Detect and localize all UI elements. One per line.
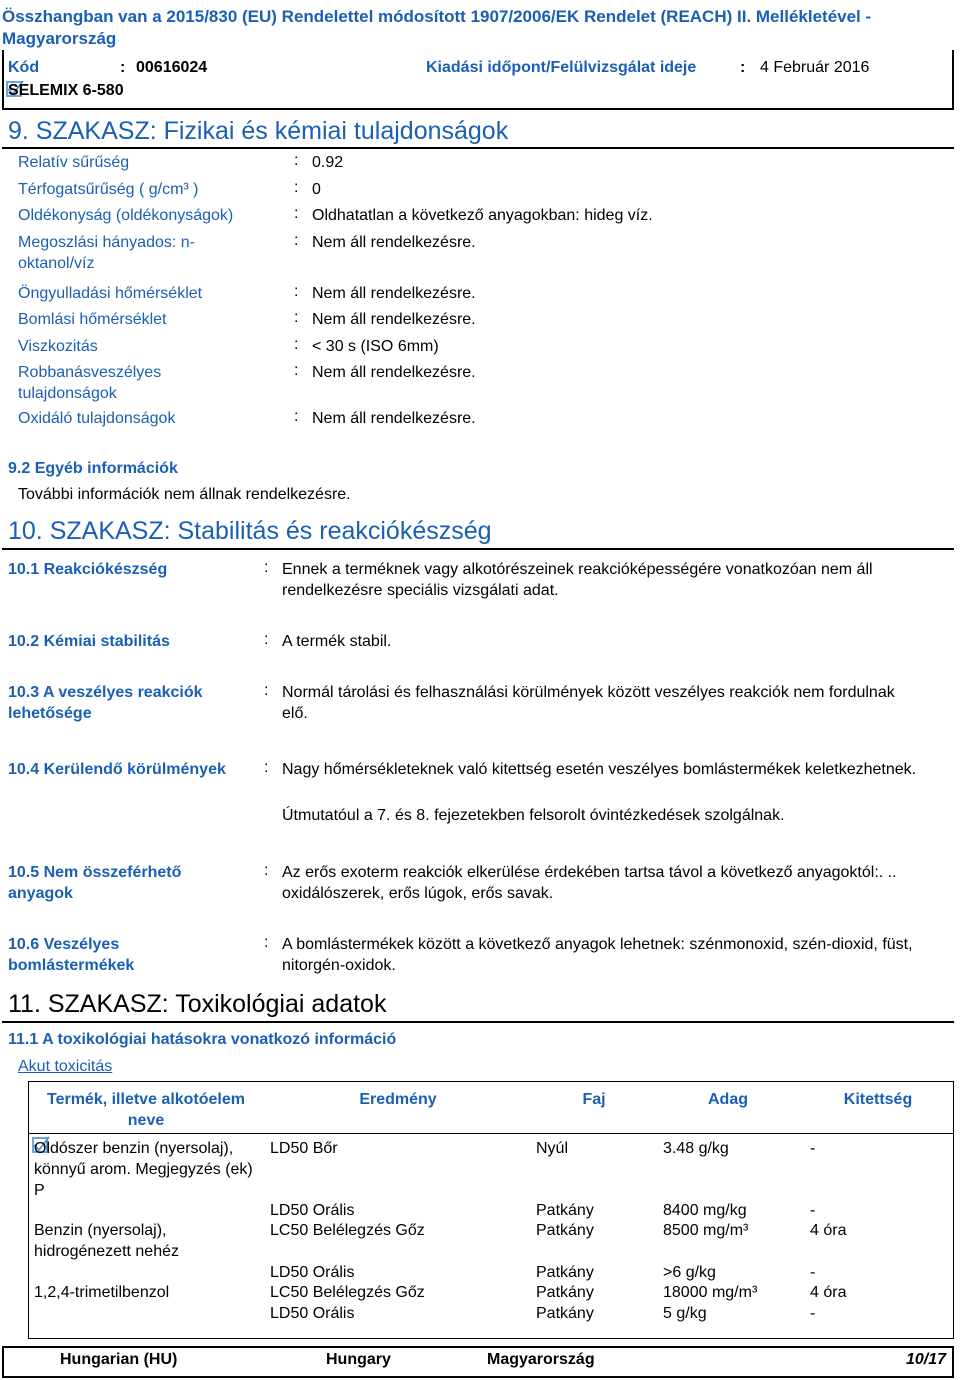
reactivity-sep: : (264, 559, 269, 576)
table-cell-species: Nyúl (536, 1140, 569, 1157)
table-cell-dose: 8400 mg/kg (663, 1202, 747, 1219)
prop-sep: : (294, 205, 299, 222)
other-info-text: További információk nem állnak rendelkezésre. (18, 486, 351, 503)
footer-country: Hungary (326, 1351, 391, 1368)
table-header-rule (28, 1133, 954, 1134)
table-cell-exposure: - (810, 1305, 816, 1322)
prop-sep: : (294, 408, 299, 425)
hazardous-reactions-value: Normál tárolási és felhasználási körülmények között veszélyes reakciók nem fordulnak elő. (282, 684, 895, 722)
page-number: 10/17 (906, 1351, 947, 1368)
table-header-result: Eredmény (359, 1091, 437, 1108)
table-cell-exposure: 4 óra (810, 1284, 847, 1301)
issue-label: Kiadási időpont/Felülvizsgálat ideje (426, 59, 697, 76)
table-cell-species: Patkány (536, 1284, 594, 1301)
prop-value: < 30 s (ISO 6mm) (312, 338, 439, 355)
conditions-avoid-value-2: Útmutatóul a 7. és 8. fejezetekben felsorolt óvintézkedések szolgálnak. (282, 807, 785, 824)
toxicology-info-title: 11.1 A toxikológiai hatásokra vonatkozó információ (8, 1031, 397, 1048)
component-name: Oldószer benzin (nyersolaj), könnyű arom. Megjegyzés (ek) P (34, 1140, 253, 1199)
prop-value: Nem áll rendelkezésre. (312, 364, 476, 381)
prop-label: Bomlási hőmérséklet (18, 311, 167, 328)
prop-value: Nem áll rendelkezésre. (312, 311, 476, 328)
table-cell-species: Patkány (536, 1202, 594, 1219)
prop-value: Nem áll rendelkezésre. (312, 234, 476, 251)
stability-value: A termék stabil. (282, 633, 392, 650)
prop-sep: : (294, 283, 299, 300)
prop-sep: : (294, 309, 299, 326)
footer-language: Hungarian (HU) (60, 1351, 178, 1368)
hazardous-reactions-label: 10.3 A veszélyes reakciók lehetősége (8, 684, 203, 722)
table-cell-exposure: - (810, 1202, 816, 1219)
issue-sep: : (740, 59, 746, 76)
incompatible-materials-label: 10.5 Nem összeférhető anyagok (8, 864, 182, 902)
prop-value: Nem áll rendelkezésre. (312, 410, 476, 427)
section-11-title: 11. SZAKASZ: Toxikológiai adatok (8, 990, 387, 1018)
prop-sep: : (294, 362, 299, 379)
table-cell-result: LD50 Orális (270, 1305, 355, 1322)
section-10-rule (2, 548, 954, 550)
table-header-name: Termék, illetve alkotóelem neve (46, 1091, 245, 1129)
prop-label: Öngyulladási hőmérséklet (18, 285, 203, 302)
hazardous-reactions-sep: : (264, 682, 269, 699)
code-label: Kód (8, 59, 40, 76)
code-sep: : (120, 59, 126, 76)
prop-value: 0.92 (312, 154, 344, 171)
stability-sep: : (264, 631, 269, 648)
prop-label: Térfogatsűrűség ( g/cm³ ) (18, 181, 199, 198)
table-cell-dose: 3.48 g/kg (663, 1140, 729, 1157)
other-info-title: 9.2 Egyéb információk (8, 460, 178, 477)
incompatible-materials-value: Az erős exoterm reakciók elkerülése érdekében tartsa távol a következő anyagoktól:. .. oxidálószerek, erős lúgok, erős savak. (282, 864, 897, 902)
prop-label: Oldékonyság (oldékonyságok) (18, 207, 234, 224)
conditions-avoid-label: 10.4 Kerülendő körülmények (8, 761, 226, 778)
product-name: SELEMIX 6-580 (8, 82, 124, 99)
section-9-title: 9. SZAKASZ: Fizikai és kémiai tulajdonságok (8, 117, 509, 145)
prop-label: Relatív sűrűség (18, 154, 130, 171)
prop-label: Megoszlási hányados: n-oktanol/víz (18, 234, 195, 272)
table-header-exposure: Kitettség (843, 1091, 913, 1108)
decomposition-products-sep: : (264, 934, 269, 951)
prop-sep: : (294, 336, 299, 353)
decomposition-products-label: 10.6 Veszélyes bomlástermékek (8, 936, 135, 974)
prop-sep: : (294, 179, 299, 196)
section-10-title: 10. SZAKASZ: Stabilitás és reakciókészség (8, 517, 492, 545)
prop-sep: : (294, 152, 299, 169)
table-header-species: Faj (582, 1091, 606, 1108)
section-9-rule (2, 147, 954, 149)
component-name: 1,2,4-trimetilbenzol (34, 1284, 170, 1301)
table-cell-species: Patkány (536, 1305, 594, 1322)
table-cell-result: LC50 Belélegzés Gőz (270, 1222, 425, 1239)
table-cell-result: LD50 Bőr (270, 1140, 338, 1157)
prop-value: Oldhatatlan a következő anyagokban: hideg víz. (312, 207, 653, 224)
table-cell-dose: 5 g/kg (663, 1305, 707, 1322)
regulation-title: Összhangban van a 2015/830 (EU) Rendelettel módosított 1907/2006/EK Rendelet (REACH) II. Mellékletével - Magyarország (2, 7, 872, 48)
table-cell-dose: 18000 mg/m³ (663, 1284, 758, 1301)
prop-value: 0 (312, 181, 321, 198)
code-value: 00616024 (136, 59, 208, 76)
acute-toxicity-link[interactable]: Akut toxicitás (18, 1058, 113, 1075)
prop-label: Oxidáló tulajdonságok (18, 410, 176, 427)
table-cell-species: Patkány (536, 1264, 594, 1281)
component-name: Benzin (nyersolaj), hidrogénezett nehéz (34, 1222, 179, 1260)
issue-value: 4 Február 2016 (760, 59, 870, 76)
conditions-avoid-value: Nagy hőmérsékleteknek való kitettség esetén veszélyes bomlástermékek keletkezhetnek. (282, 761, 917, 778)
table-cell-result: LD50 Orális (270, 1264, 355, 1281)
table-cell-exposure: - (810, 1264, 816, 1281)
table-cell-exposure: - (810, 1140, 816, 1157)
footer-country-local: Magyarország (487, 1351, 595, 1368)
table-cell-result: LD50 Orális (270, 1202, 355, 1219)
prop-value: Nem áll rendelkezésre. (312, 285, 476, 302)
reactivity-label: 10.1 Reakciókészség (8, 561, 168, 578)
conditions-avoid-sep: : (264, 759, 269, 776)
section-11-rule (2, 1021, 954, 1023)
incompatible-materials-sep: : (264, 862, 269, 879)
table-cell-exposure: 4 óra (810, 1222, 847, 1239)
table-cell-result: LC50 Belélegzés Gőz (270, 1284, 425, 1301)
prop-sep: : (294, 232, 299, 249)
prop-label: Robbanásveszélyes tulajdonságok (18, 364, 162, 402)
stability-label: 10.2 Kémiai stabilitás (8, 633, 170, 650)
table-cell-dose: >6 g/kg (663, 1264, 716, 1281)
reactivity-value: Ennek a terméknek vagy alkotórészeinek reakcióképességére vonatkozóan nem áll rendelkezésre speciális vizsgálati adat. (282, 561, 873, 599)
table-header-dose: Adag (708, 1091, 748, 1108)
table-cell-dose: 8500 mg/m³ (663, 1222, 749, 1239)
table-cell-species: Patkány (536, 1222, 594, 1239)
prop-label: Viszkozitás (18, 338, 98, 355)
decomposition-products-value: A bomlástermékek között a következő anyagok lehetnek: szénmonoxid, szén-dioxid, füst, nitorgén-oxidok. (282, 936, 913, 974)
